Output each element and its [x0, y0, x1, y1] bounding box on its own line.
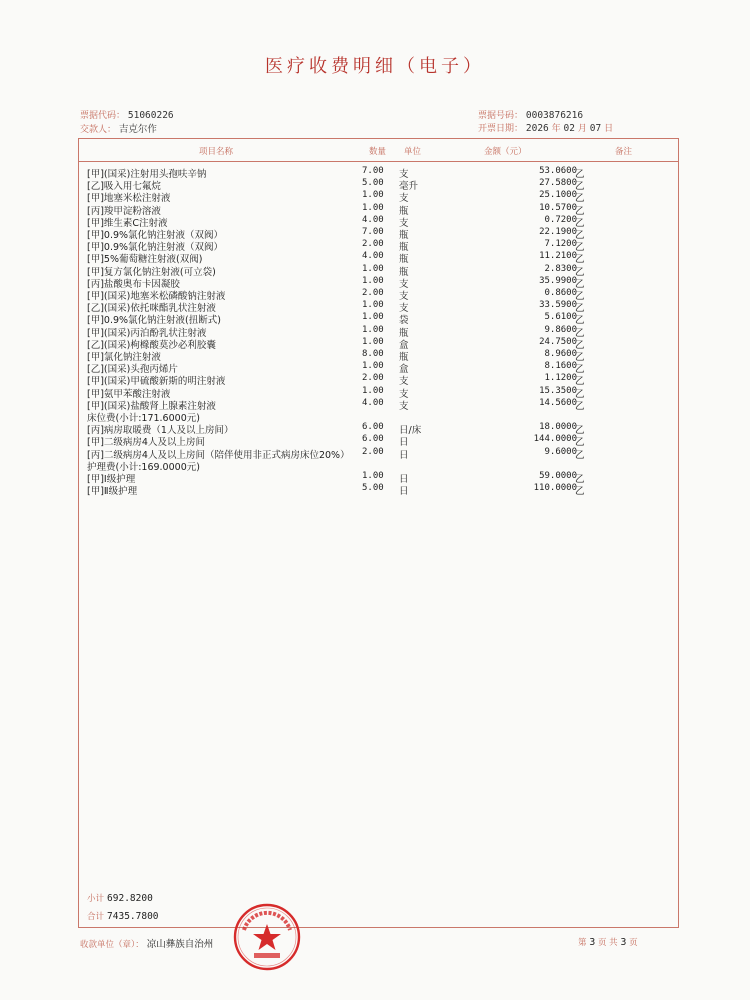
item-amount: 27.5800: [539, 178, 577, 189]
table-row: [79, 251, 678, 264]
item-quantity: 1.00: [362, 324, 384, 335]
item-class: 乙: [575, 327, 585, 339]
issuer-value: 凉山彝族自治州: [146, 939, 214, 950]
item-quantity: 2.00: [362, 239, 384, 250]
item-amount: 18.0000: [539, 422, 577, 433]
item-quantity: 6.00: [362, 422, 384, 433]
item-class: 乙: [575, 425, 585, 437]
item-quantity: 7.00: [362, 227, 384, 237]
subtotal-value: 692.8200: [107, 893, 153, 904]
item-unit: 瓶: [399, 327, 409, 339]
item-class: 乙: [575, 352, 585, 363]
item-class: 乙: [575, 449, 585, 461]
item-name: [甲]Ⅰ级护理: [87, 474, 136, 485]
item-amount: 9.6000: [544, 446, 577, 457]
item-amount: 2.8300: [544, 263, 577, 274]
item-class: 乙: [575, 242, 585, 254]
table-row: [79, 410, 678, 423]
item-unit: 支: [399, 388, 409, 400]
item-class: 乙: [575, 437, 585, 449]
issue-date: [478, 121, 613, 134]
item-name: [丙]二级病房4人及以上房间（陪伴使用非正式病房床位20%）: [87, 449, 350, 461]
item-name: 床位费(小计:171.6000元): [87, 413, 200, 424]
table-row: [79, 447, 678, 460]
item-quantity: 5.00: [362, 178, 384, 189]
item-class: 乙: [575, 303, 585, 315]
item-class: 乙: [575, 230, 585, 241]
page-label-pre: 第: [578, 938, 587, 948]
item-unit: 支: [399, 217, 409, 229]
item-name: [丙]羧甲淀粉溶液: [87, 205, 161, 217]
item-amount: 14.5600: [539, 397, 577, 408]
item-name: [乙](国采)头孢丙烯片: [87, 364, 178, 376]
item-name: [甲](国采)注射用头孢呋辛钠: [87, 169, 207, 180]
month-suffix: 月: [577, 124, 587, 134]
item-name: [乙]吸入用七氟烷: [87, 181, 161, 193]
item-class: 乙: [575, 193, 585, 205]
invoice-number-label: 票据号码：: [478, 111, 524, 121]
item-quantity: 1.00: [362, 300, 384, 311]
item-name: [甲]氨甲苯酸注射液: [87, 388, 171, 400]
item-class: 乙: [575, 217, 585, 229]
item-class: 乙: [575, 291, 585, 302]
table-row: [79, 166, 678, 179]
item-unit: 瓶: [399, 266, 409, 278]
item-name: [乙](国采)枸橼酸莫沙必利胶囊: [87, 339, 216, 351]
page-label-post: 页: [629, 938, 638, 948]
item-quantity: 2.00: [362, 373, 384, 384]
issuer: [80, 936, 213, 950]
item-name: [甲]Ⅱ级护理: [87, 486, 138, 498]
table-row: [79, 398, 678, 411]
table-row: [79, 264, 678, 277]
item-class: 乙: [575, 400, 585, 412]
item-unit: 盒: [399, 339, 409, 351]
fee-table: [78, 138, 679, 928]
table-row: [79, 349, 678, 362]
invoice-code: [80, 108, 174, 121]
item-quantity: 1.00: [362, 202, 384, 213]
item-unit: 瓶: [399, 242, 409, 254]
item-name: [甲](国采)地塞米松磷酸钠注射液: [87, 291, 226, 302]
table-row: [79, 361, 678, 374]
item-class: 乙: [575, 169, 585, 180]
item-unit: 日: [399, 437, 409, 449]
item-unit: 支: [399, 278, 409, 290]
item-unit: 支: [399, 169, 409, 180]
item-amount: 24.7500: [539, 336, 577, 347]
item-amount: 9.8600: [544, 324, 577, 335]
issuer-label: 收款单位（章）：: [80, 940, 144, 950]
item-quantity: 1.00: [362, 263, 384, 274]
day-suffix: 日: [604, 124, 614, 134]
table-row: [79, 276, 678, 289]
page-total: 3: [620, 937, 627, 948]
item-unit: 日: [399, 449, 409, 461]
item-class: 乙: [575, 254, 585, 266]
item-name: [甲](国采)盐酸肾上腺素注射液: [87, 400, 216, 412]
item-class: 乙: [575, 266, 585, 278]
item-amount: 33.5900: [539, 300, 577, 311]
item-quantity: 4.00: [362, 214, 384, 225]
table-row: [79, 239, 678, 252]
item-name: [丙]盐酸奥布卡因凝胶: [87, 278, 180, 290]
item-class: 乙: [575, 315, 585, 327]
item-amount: 8.9600: [544, 349, 577, 359]
item-unit: 瓶: [399, 230, 409, 241]
item-class: 乙: [575, 364, 585, 376]
table-row: [79, 386, 678, 399]
table-row: [79, 215, 678, 228]
item-quantity: 2.00: [362, 288, 384, 298]
item-amount: 0.8600: [544, 288, 577, 298]
item-name: [丙]病房取暖费（1人及以上房间）: [87, 425, 234, 437]
item-class: 乙: [575, 339, 585, 351]
table-row: [79, 227, 678, 240]
col-amount: 金额（元）: [484, 147, 527, 157]
item-name: [甲]0.9%氯化钠注射液（双阀）: [87, 242, 224, 254]
item-unit: 日/床: [399, 425, 422, 437]
item-amount: 59.0000: [539, 471, 577, 481]
item-quantity: 1.00: [362, 471, 384, 481]
item-quantity: 1.00: [362, 336, 384, 347]
item-unit: 支: [399, 400, 409, 412]
official-seal: [232, 902, 302, 972]
table-row: [79, 178, 678, 191]
payer-label: 交款人：: [80, 125, 117, 135]
invoice-code-label: 票据代码：: [80, 111, 126, 121]
document-title: 医疗收费明细（电子）: [265, 56, 485, 77]
invoice-number-value: 0003876216: [525, 110, 584, 121]
item-unit: 瓶: [399, 352, 409, 363]
item-unit: 支: [399, 376, 409, 388]
issue-date-label: 开票日期：: [478, 124, 524, 134]
item-unit: 支: [399, 303, 409, 315]
table-row: [79, 459, 678, 472]
table-row: [79, 471, 678, 484]
item-unit: 袋: [399, 315, 409, 327]
table-row: [79, 422, 678, 435]
table-row: [79, 434, 678, 447]
page-indicator: [578, 936, 638, 948]
table-row: [79, 190, 678, 203]
item-amount: 5.6100: [544, 312, 577, 323]
table-row: [79, 300, 678, 313]
item-amount: 110.0000: [533, 483, 577, 494]
item-name: [甲]5%葡萄糖注射液(双阀): [87, 254, 203, 266]
item-amount: 0.7200: [544, 214, 577, 225]
item-name: [甲]0.9%氯化钠注射液（双阀）: [87, 230, 224, 241]
item-class: 乙: [575, 474, 585, 485]
issue-date-day: 07: [589, 123, 602, 134]
total-label: 合计: [87, 912, 105, 922]
item-quantity: 4.00: [362, 397, 384, 408]
item-name: [甲]氯化钠注射液: [87, 352, 161, 363]
item-name: [甲]二级病房4人及以上房间: [87, 437, 205, 449]
item-quantity: 1.00: [362, 312, 384, 323]
col-unit: 单位: [404, 147, 422, 157]
item-name: [乙](国采)依托咪酯乳状注射液: [87, 303, 216, 315]
table-row: [79, 203, 678, 216]
subtotal: [87, 892, 153, 904]
total-value: 7435.7800: [107, 911, 159, 922]
item-amount: 144.0000: [533, 434, 577, 445]
payer: [80, 121, 157, 135]
item-class: 乙: [575, 181, 585, 193]
item-name: 护理费(小计:169.0000元): [87, 461, 200, 473]
table-row: [79, 337, 678, 350]
item-class: 乙: [575, 205, 585, 217]
item-amount: 8.1600: [544, 361, 577, 372]
item-unit: 瓶: [399, 254, 409, 266]
item-quantity: 1.00: [362, 190, 384, 201]
item-unit: 盒: [399, 364, 409, 376]
item-unit: 支: [399, 193, 409, 205]
item-name: [甲]维生素C注射液: [87, 217, 168, 229]
item-quantity: 8.00: [362, 349, 384, 359]
item-amount: 53.0600: [539, 166, 577, 176]
invoice-code-value: 51060226: [127, 110, 174, 121]
col-qty: 数量: [369, 147, 387, 157]
col-note: 备注: [615, 147, 633, 157]
table-row: [79, 288, 678, 301]
item-quantity: 7.00: [362, 166, 384, 176]
item-amount: 15.3500: [539, 385, 577, 396]
col-name: 项目名称: [199, 147, 234, 157]
page-current: 3: [589, 937, 596, 948]
year-suffix: 年: [551, 124, 561, 134]
item-quantity: 4.00: [362, 251, 384, 262]
item-amount: 10.5700: [539, 202, 577, 213]
item-amount: 35.9900: [539, 275, 577, 286]
item-name: [甲]复方氯化钠注射液(可立袋): [87, 266, 216, 278]
item-quantity: 1.00: [362, 275, 384, 286]
item-unit: 日: [399, 474, 409, 485]
issue-date-year: 2026: [525, 123, 549, 134]
item-amount: 1.1200: [544, 373, 577, 384]
issue-date-month: 02: [563, 123, 575, 134]
table-row: [79, 325, 678, 338]
item-quantity: 1.00: [362, 361, 384, 372]
item-quantity: 5.00: [362, 483, 384, 494]
item-amount: 25.1000: [539, 190, 577, 201]
item-quantity: 2.00: [362, 446, 384, 457]
page-label-mid: 页 共: [597, 938, 618, 948]
item-unit: 日: [399, 486, 409, 498]
subtotal-label: 小计: [87, 894, 105, 904]
item-name: [甲](国采)丙泊酚乳状注射液: [87, 327, 207, 339]
table-row: [79, 483, 678, 496]
item-quantity: 1.00: [362, 385, 384, 396]
item-class: 乙: [575, 278, 585, 290]
table-row: [79, 373, 678, 386]
item-amount: 7.1200: [544, 239, 577, 250]
seal-star-icon: [253, 924, 281, 950]
total: [87, 910, 159, 922]
item-class: 乙: [575, 388, 585, 400]
item-unit: 瓶: [399, 205, 409, 217]
item-name: [甲]0.9%氯化钠注射液(扭断式): [87, 315, 221, 327]
item-name: [甲]地塞米松注射液: [87, 193, 171, 205]
item-quantity: 6.00: [362, 434, 384, 445]
item-class: 乙: [575, 376, 585, 388]
item-amount: 11.2100: [539, 251, 577, 262]
item-class: 乙: [575, 486, 585, 498]
item-unit: 支: [399, 291, 409, 302]
item-name: [甲](国采)甲硫酸新斯的明注射液: [87, 376, 226, 388]
invoice-number: [478, 108, 583, 121]
table-row: [79, 312, 678, 325]
item-amount: 22.1900: [539, 227, 577, 237]
item-unit: 毫升: [399, 181, 419, 193]
payer-value: 吉克尔作: [118, 124, 157, 135]
table-header: [79, 139, 678, 162]
